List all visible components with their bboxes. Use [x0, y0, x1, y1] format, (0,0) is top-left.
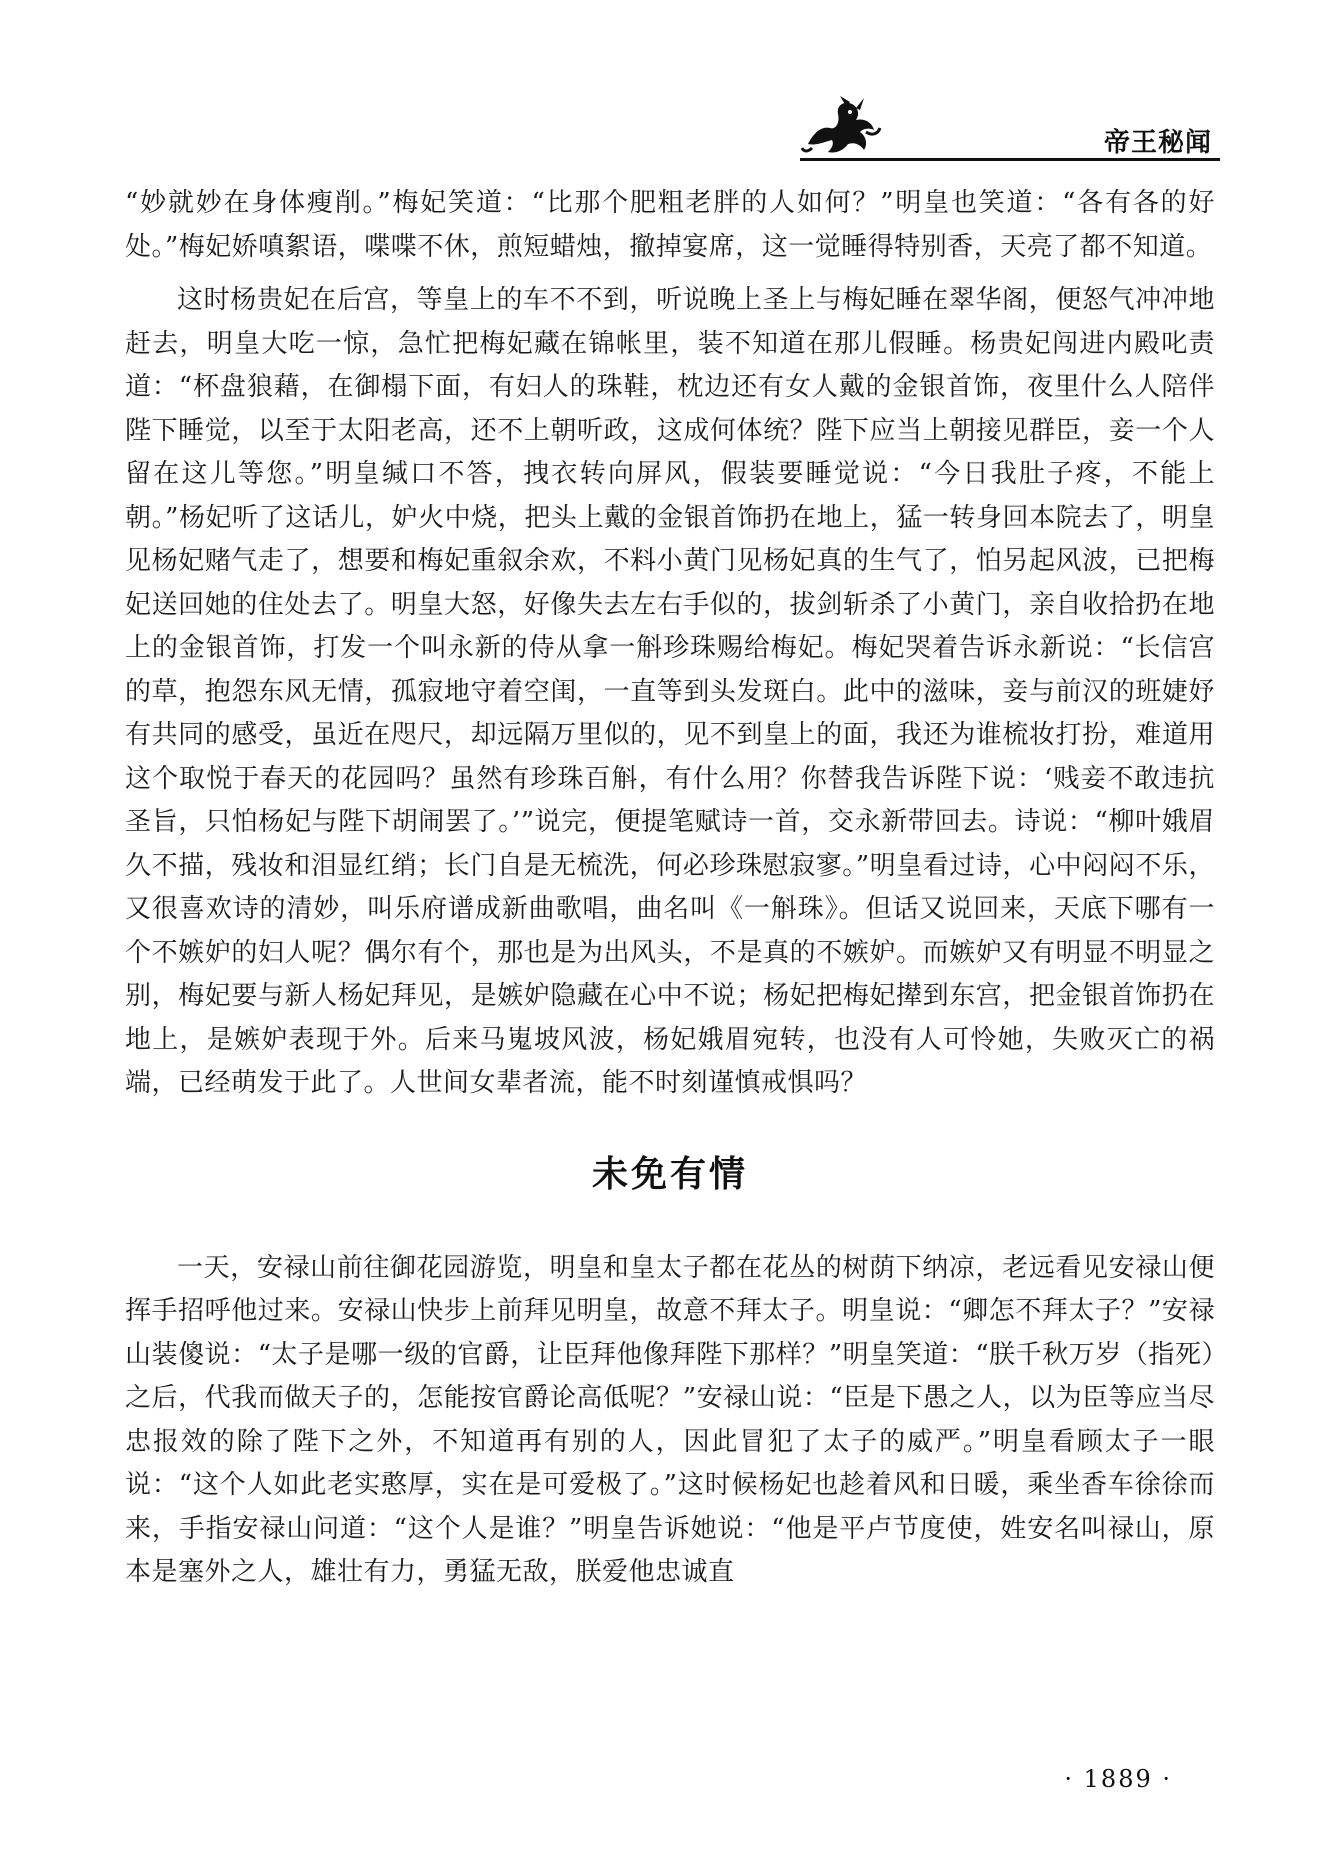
paragraph-spacer	[125, 269, 1215, 279]
dragon-emblem-icon	[800, 92, 882, 158]
paragraph-1: “妙就妙在身体瘦削。”梅妃笑道：“比那个肥粗老胖的人如何？”明皇也笑道：“各有各的好处。”梅妃娇嗔絮语，喋喋不休，煎短蜡烛，撤掉宴席，这一觉睡得特别香，天亮了都不知道。	[125, 188, 1215, 262]
running-header	[800, 92, 1220, 164]
header-rule	[800, 158, 1220, 161]
paragraph-3: 一天，安禄山前往御花园游览，明皇和皇太子都在花丛的树荫下纳凉，老远看见安禄山便挥手招呼他过来。安禄山快步上前拜见明皇，故意不拜太子。明皇说：“卿怎不拜太子？”安禄山装傻说：“太子是哪一级的官爵，让臣拜他像拜陛下那样？”明皇笑道：“朕千秋万岁（指死）之后，代我而做天子的，怎能按官爵论高低呢？”安禄山说：“臣是下愚之人，以为臣等应当尽忠报效的除了陛下之外，不知道再有别的人，因此冒犯了太子的威严。”明皇看顾太子一眼说：“这个人如此老实憨厚，实在是可爱极了。”这时候杨妃也趁着风和日暖，乘坐香车徐徐而来，手指安禄山问道：“这个人是谁？”明皇告诉她说：“他是平卢节度使，姓安名叫禄山，原本是塞外之人，雄壮有力，勇猛无敌，朕爱他忠诚直	[125, 1252, 1215, 1587]
page-number: · 1889 ·	[1064, 1765, 1172, 1793]
paragraph-2: 这时杨贵妃在后宫，等皇上的车不不到，听说晚上圣上与梅妃睡在翠华阁，便怒气冲冲地赶去，明皇大吃一惊，急忙把梅妃藏在锦帐里，装不知道在那儿假睡。杨贵妃闯进内殿叱责道：“杯盘狼藉，在御榻下面，有妇人的珠鞋，枕边还有女人戴的金银首饰，夜里什么人陪伴陛下睡觉，以至于太阳老高，还不上朝听政，这成何体统？陛下应当上朝接见群臣，妾一个人留在这儿等您。”明皇缄口不答，拽衣转向屏风，假装要睡觉说：“今日我肚子疼，不能上朝。”杨妃听了这话儿，妒火中烧，把头上戴的金银首饰扔在地上，猛一转身回本院去了，明皇见杨妃赌气走了，想要和梅妃重叙余欢，不料小黄门见杨妃真的生气了，怕另起风波，已把梅妃送回她的住处去了。明皇大怒，好像失去左右手似的，拔剑斩杀了小黄门，亲自收拾扔在地上的金银首饰，打发一个叫永新的侍从拿一斛珍珠赐给梅妃。梅妃哭着告诉永新说：“长信宫的草，抱怨东风无情，孤寂地守着空闺，一直等到头发斑白。此中的滋味，妾与前汉的班婕妤有共同的感受，虽近在咫尺，却远隔万里似的，见不到皇上的面，我还为谁梳妆打扮，难道用这个取悦于春天的花园吗？虽然有珍珠百斛，有什么用？你替我告诉陛下说：‘贱妾不敢违抗圣旨，只怕杨妃与陛下胡闹罢了。’”说完，便提笔赋诗一首，交永新带回去。诗说：“柳叶娥眉久不描，残妆和泪显红绡；长门自是无梳洗，何必珍珠慰寂寥。”明皇看过诗，心中闷闷不乐，又很喜欢诗的清妙，叫乐府谱成新曲歌唱，曲名叫《一斛珠》。但话又说回来，天底下哪有一个不嫉妒的妇人呢？偶尔有个，那也是为出风头，不是真的不嫉妒。而嫉妒又有明显不明显之别，梅妃要与新人杨妃拜见，是嫉妒隐藏在心中不说；杨妃把梅妃撵到东宫，把金银首饰扔在地上，是嫉妒表现于外。后来马嵬坡风波，杨妃娥眉宛转，也没有人可怜她，失败灭亡的祸端，已经萌发于此了。人世间女辈者流，能不时刻谨慎戒惧吗？	[125, 285, 1215, 1098]
page-body	[125, 182, 1215, 1595]
running-header-title: 帝王秘闻	[1103, 128, 1212, 158]
section-title: 未免有情	[591, 1153, 748, 1195]
